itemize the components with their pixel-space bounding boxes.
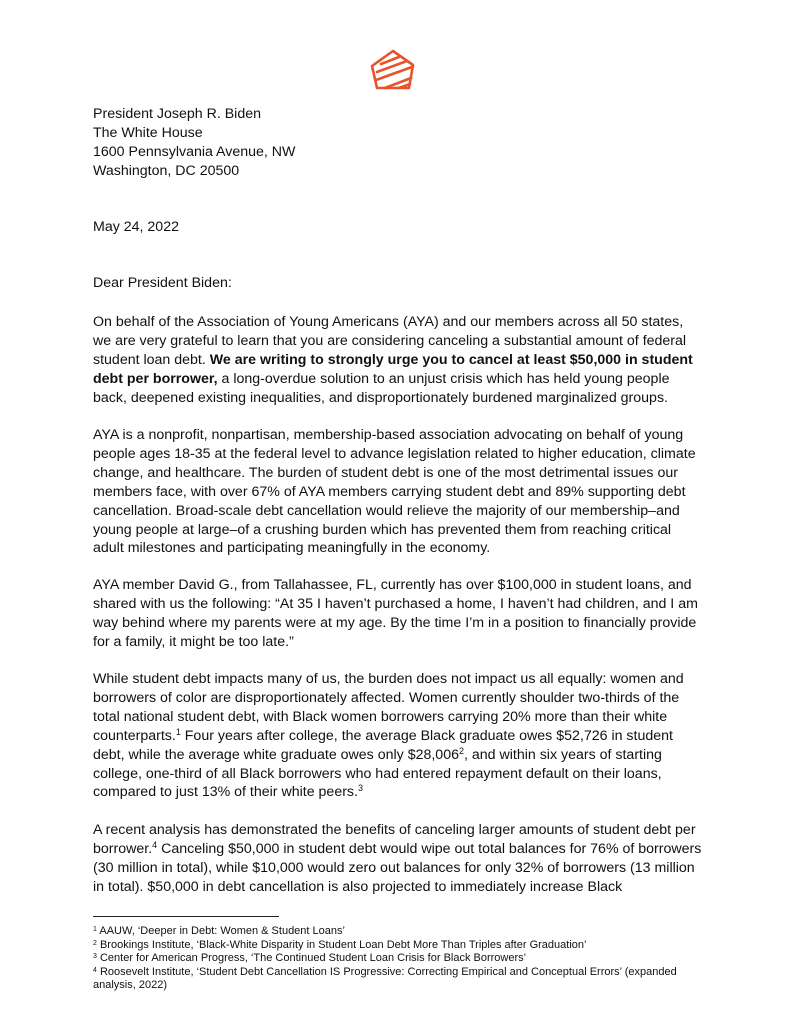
footnote-number: 4 [93,966,97,974]
address-line: Washington, DC 20500 [93,162,240,179]
footnotes [93,925,703,993]
paragraph-analysis [93,821,703,897]
footnote-ref: 1 [175,726,181,737]
address-line: 1600 Pennsylvania Avenue, NW [93,143,296,160]
footnote-number: 1 [93,926,97,933]
salutation: Dear President Biden: [93,275,232,291]
paragraph-intro [93,313,703,408]
footnote-ref: 3 [357,783,363,794]
footnote [93,952,703,966]
aya-logo [369,48,417,94]
footnote [93,925,703,939]
paragraph-disparity [93,670,703,802]
letter-date: May 24, 2022 [93,219,179,235]
paragraph-text: On behalf of the Association of Young Americans (AYA) and our members across all 50 states, we are very grateful to learn that you are considering canceling a substantial amount of federal student loan debt. [93,314,687,368]
paragraph-text: Four years after college, the average Black graduate owes $52,726 in student debt, while the average white graduate owes only $28,006 [93,727,673,763]
paragraph-text: Canceling $50,000 in student debt would wipe out total balances for 76% of borrowers (30 million in total), while $10,000 would zero out balances for only 32% of borrowers (13 million in total). $50,000 in debt cancellation is also projected to immediately increase Black [93,840,702,895]
footnote-text: Brookings Institute, ‘Black-White Disparity in Student Loan Debt More Than Triples after Graduation’ [96,938,587,951]
footnote-number: 2 [93,939,97,947]
footnote-text: Roosevelt Institute, ‘Student Debt Cancellation IS Progressive: Correcting Empirical and Conceptual Errors’ (expanded analysis, 2022) [93,965,677,992]
paragraph-text: , and within six years of starting college, one-third of all Black borrowers who had entered repayment default on their loans, compared to just 13% of their white peers. [93,746,662,801]
paragraph-text: A recent analysis has demonstrated the benefits of canceling larger amounts of student debt per borrower. [93,822,696,857]
paragraph-member-story: AYA member David G., from Tallahassee, FL, currently has over $100,000 in student loans, and shared with us the following: “At 35 I haven’t purchased a home, I haven’t had children, and I am way behind where my parents were at my age. By the time I’m in a position to financially provide for a family, it might be too late.” [93,577,698,650]
footnote [93,939,703,953]
footnote-ref: 2 [458,745,464,756]
address-line: The White House [93,124,203,141]
footnote-ref: 4 [152,839,158,850]
footnote-text: AAUW, ‘Deeper in Debt: Women & Student Loans’ [96,925,345,937]
paragraph-text: While student debt impacts many of us, the burden does not impact us all equally: women and borrowers of color are disproportionately affected. Women currently shoulder two-thirds of the total national student debt, with Black women borrowers carrying 20% more than their white counterparts. [93,671,684,744]
footnote [93,966,703,993]
footnote-number: 3 [93,953,97,961]
recipient-address [93,105,703,181]
footnote-divider [93,916,279,917]
paragraph-about-aya: AYA is a nonprofit, nonpartisan, membership-based association advocating on behalf of young people ages 18-35 at the federal level to advance legislation related to higher education, climate change, and healthcare. The burden of student debt is one of the most detrimental issues our members face, with over 67% of AYA members carrying student debt and 89% supporting debt cancellation. Broad-scale debt cancellation would relieve the majority of our membership–and young people at large–of a crushing burden which has prevented them from reaching critical adult milestones and participating meaningfully in the economy. [93,427,696,557]
paragraph-text: a long-overdue solution to an unjust crisis which has held young people back, deepened existing inequalities, and disproportionately burdened marginalized groups. [93,370,670,406]
bold-request: We are writing to strongly urge you to cancel at least $50,000 in student debt per borrower, [93,351,693,387]
footnote-text: Center for American Progress, ‘The Continued Student Loan Crisis for Black Borrowers’ [96,952,527,965]
address-line: President Joseph R. Biden [93,106,261,122]
